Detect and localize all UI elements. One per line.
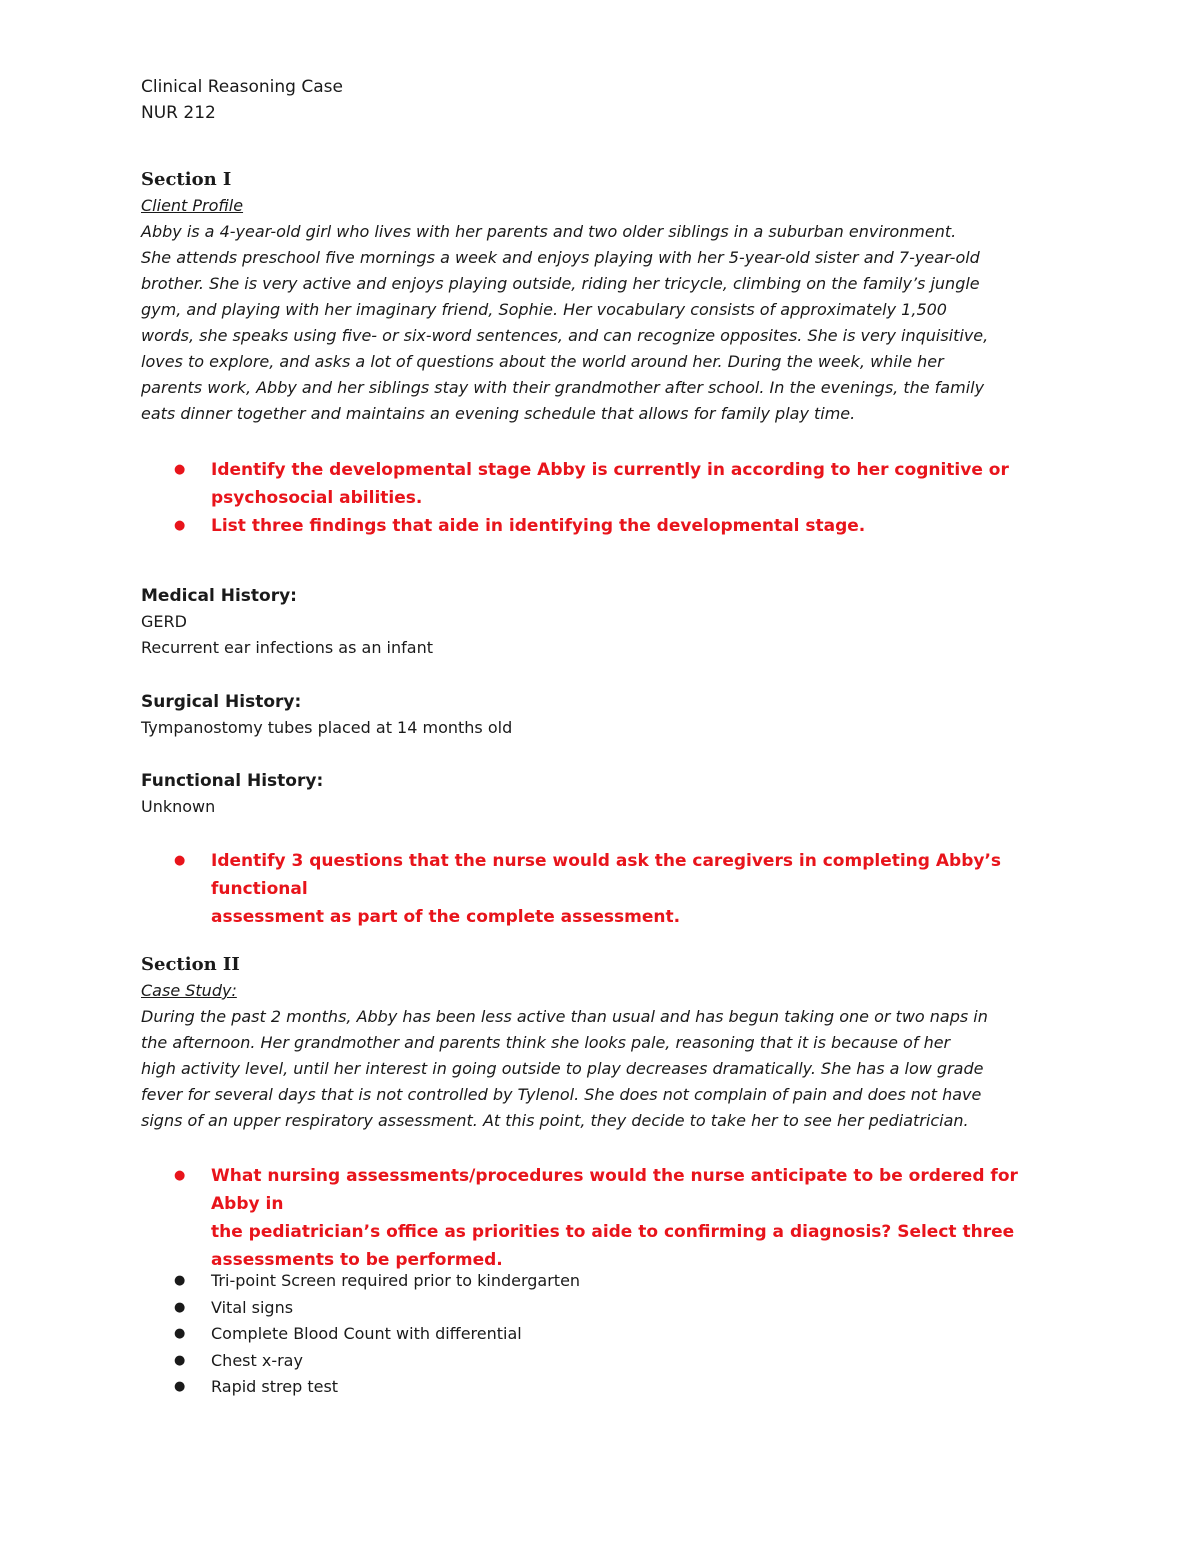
case-study-heading: Case Study: [141,981,237,1000]
option-label: Vital signs [211,1297,294,1317]
paragraph-line: She attends preschool five mornings a week and enjoys playing with her 5-year-old sister and 7-year-old [141,248,980,267]
option-item [141,1374,1071,1401]
option-label: Tri-point Screen required prior to kindergarten [211,1271,581,1290]
question-line: Identify 3 questions that the nurse would ask the caregivers in completing Abby’s functional [211,851,1002,899]
bullet-icon: ● [174,1379,186,1394]
question-item [141,847,1071,931]
paragraph-line: the afternoon. Her grandmother and parents think she looks pale, reasoning that it is because of her [141,1033,951,1052]
bullet-icon: ● [174,1326,186,1341]
medical-history-item: Recurrent ear infections as an infant [141,638,433,657]
option-item [141,1295,1071,1322]
document-header [141,74,343,126]
question-line: the pediatrician’s office as priorities to aide to confirming a diagnosis? Select three [211,1222,1015,1242]
functional-history [141,768,1071,820]
paragraph-line: Abby is a 4-year-old girl who lives with her parents and two older siblings in a suburban environment. [141,222,957,241]
question-item [141,456,1071,512]
paragraph-line: eats dinner together and maintains an evening schedule that allows for family play time. [141,404,856,423]
surgical-history [141,689,1071,741]
bullet-icon: ● [174,1299,186,1315]
paragraph-line: fever for several days that is not controlled by Tylenol. She does not complain of pain and does not have [141,1085,982,1104]
question-item [141,512,1071,540]
section-1-title: Section I [141,169,232,190]
bullet-icon: ● [174,1168,186,1183]
client-profile-heading: Client Profile [141,196,244,215]
functional-history-heading: Functional History: [141,771,324,791]
functional-question [141,847,1071,931]
course-code: NUR 212 [141,103,216,123]
bullet-icon: ● [174,853,186,868]
bullet-icon: ● [174,1273,186,1288]
question-line: What nursing assessments/procedures would the nurse anticipate to be ordered for Abby in [211,1166,1018,1214]
paragraph-line: signs of an upper respiratory assessment. At this point, they decide to take her to see her pediatrician. [141,1111,969,1130]
functional-history-item: Unknown [141,797,216,816]
question-line: assessment as part of the complete assessment. [211,907,681,927]
assessment-options [141,1268,1071,1401]
option-label: Rapid strep test [211,1377,339,1396]
section-1-questions [141,456,1071,540]
section-2 [141,952,1071,1134]
question-line: List three findings that aide in identifying the developmental stage. [211,516,866,536]
question-line: Identify the developmental stage Abby is currently in according to her cognitive or [211,460,1009,480]
option-label: Complete Blood Count with differential [211,1324,522,1343]
bullet-icon: ● [174,1352,186,1368]
bullet-icon: ● [174,462,186,477]
section-2-title: Section II [141,954,240,975]
surgical-history-heading: Surgical History: [141,692,302,712]
paragraph-line: gym, and playing with her imaginary friend, Sophie. Her vocabulary consists of approximately 1,500 [141,300,947,319]
paragraph-line: loves to explore, and asks a lot of questions about the world around her. During the week, while her [141,352,944,371]
medical-history-item: GERD [141,612,187,631]
option-item [141,1268,1071,1295]
course-title: Clinical Reasoning Case [141,77,343,97]
section-2-question [141,1162,1071,1274]
option-label: Chest x-ray [211,1350,303,1370]
question-line: assessments to be performed. [211,1250,503,1270]
paragraph-line: words, she speaks using five- or six-word sentences, and can recognize opposites. She is very inquisitive, [141,326,989,345]
option-item [141,1348,1071,1375]
medical-history-heading: Medical History: [141,586,297,606]
paragraph-line: During the past 2 months, Abby has been less active than usual and has begun taking one or two naps in [141,1007,988,1026]
case-study-paragraph [141,1004,1071,1134]
section-1 [141,167,1071,427]
question-item [141,1162,1071,1274]
question-line: psychosocial abilities. [211,488,423,508]
paragraph-line: brother. She is very active and enjoys playing outside, riding her tricycle, climbing on the family’s jungle [141,274,980,293]
medical-history [141,583,1071,661]
paragraph-line: high activity level, until her interest in going outside to play decreases dramatically. She has a low grade [141,1059,984,1078]
paragraph-line: parents work, Abby and her siblings stay with their grandmother after school. In the evenings, the family [141,378,985,397]
option-item [141,1321,1071,1348]
surgical-history-item: Tympanostomy tubes placed at 14 months old [141,718,513,737]
client-profile-paragraph [141,219,1071,427]
bullet-icon: ● [174,518,186,533]
